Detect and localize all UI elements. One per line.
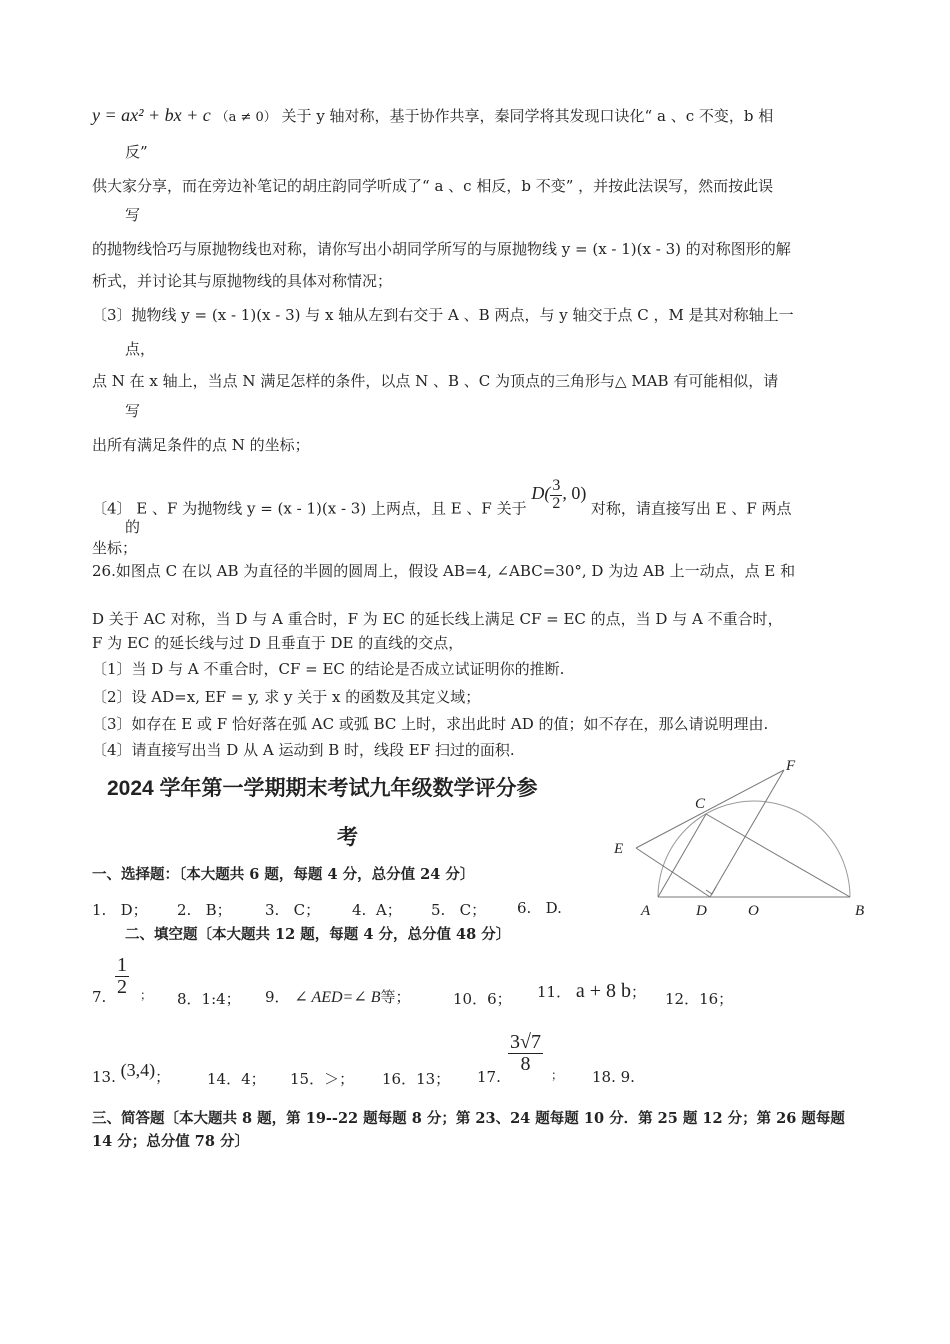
mc-num: 1. [92, 901, 107, 919]
label-c: C [695, 796, 706, 812]
fill-ans-vector: a + 8 b [575, 980, 632, 1002]
geometry-figure [600, 750, 880, 925]
point-d-label: D( [531, 483, 551, 504]
section2-heading: 二、填空题〔本大题共 12 题，每题 4 分，总分值 48 分〕 [125, 926, 511, 943]
mc-ans: B； [205, 901, 232, 919]
fraction-numerator: 1 [117, 954, 127, 976]
fill-answer-17-fraction [508, 1032, 543, 1075]
mc-num: 2. [177, 901, 192, 919]
q25-p2-line1 [92, 105, 773, 126]
fraction-denominator: 2 [552, 494, 561, 512]
mc-answer [431, 899, 486, 920]
mc-answer [265, 899, 320, 920]
fill-num: 11． [537, 983, 572, 1001]
label-a: A [641, 903, 651, 919]
fill-answer-17-tail: ； [551, 1068, 564, 1082]
mc-answer [177, 899, 232, 920]
q26-sub3: 〔3〕如存在 E 或 F 恰好落在弧 AC 或弧 BC 上时，求出此时 AD 的值；如不存在，那么请说明理由. [92, 715, 769, 733]
fill-num: 7. [92, 988, 107, 1006]
mc-ans: D. [545, 899, 562, 917]
q25-p4-line2: 坐标； [92, 539, 138, 557]
answer-key-title-wrap: 考 [337, 826, 358, 849]
segment-cb [706, 814, 850, 897]
label-d: D [696, 903, 707, 919]
fill-answer-7-fraction [115, 955, 129, 998]
section3-heading-wrap: 14 分；总分值 78 分〕 [92, 1133, 250, 1150]
fraction-denominator: 2 [117, 976, 127, 998]
mc-num: 4. [352, 901, 367, 919]
right-angle-mark [706, 887, 716, 894]
mc-num: 6. [517, 899, 532, 917]
fill-ans-point: (3,4) [120, 1060, 156, 1080]
label-f: F [786, 758, 796, 774]
fill-answer-16: 16．13； [382, 1070, 451, 1088]
fill-answer-11 [537, 980, 646, 1003]
fill-num: 13. [92, 1068, 116, 1086]
q26-line2: D 关于 AC 对称，当 D 与 A 重合时，F 为 EC 的延长线上满足 CF = EC 的点，当 D 与 A 不重合时， [92, 610, 783, 628]
mc-answer [352, 899, 402, 920]
fill-tail: 等； [380, 988, 411, 1006]
fill-answer-14: 14．4； [207, 1070, 266, 1088]
q26-sub1: 〔1〕当 D 与 A 不重合时，CF = EC 的结论是否成立试证明你的推断. [92, 660, 565, 678]
q25-p2-line3: 的抛物线恰巧与原抛物线也对称，请你写出小胡同学所写的与原抛物线 y = (x - 1)(x - 3) 的对称图形的解 [92, 240, 791, 258]
fraction-numerator: 3 [552, 477, 561, 494]
fill-tail: ； [631, 983, 647, 1001]
semicircle-arc [658, 801, 850, 897]
mc-num: 3. [265, 901, 280, 919]
point-d [531, 477, 591, 512]
nonzero-condition: （a ≠ 0） [215, 110, 277, 125]
parabola-general-formula: y = ax² + bx + c [92, 105, 211, 125]
mc-answer [92, 899, 148, 920]
fraction-denominator: 8 [520, 1053, 531, 1075]
q25-p2-line2: 供大家分享，而在旁边补笔记的胡庄韵同学听成了“ a 、c 相反，b 不变” ，并按此法误写，然而按此误 [92, 177, 774, 195]
q26-sub4: 〔4〕请直接写出当 D 从 A 运动到 B 时，线段 EF 扫过的面积. [92, 741, 515, 759]
label-o: O [748, 903, 759, 919]
mc-ans: C； [459, 901, 487, 919]
q25-p2-line1-wrap: 反” [125, 143, 148, 161]
q25-p3-line3: 出所有满足条件的点 N 的坐标； [92, 436, 310, 454]
label-e: E [614, 841, 624, 857]
point-d-end: , 0) [562, 483, 587, 504]
fill-tail: ； [155, 1068, 171, 1086]
q25-p3-line2-wrap: 写 [125, 402, 141, 420]
segment-ed [636, 848, 710, 897]
q25-p4-text-a: 〔4〕 E 、F 为抛物线 y = (x - 1)(x - 3) 上两点，且 E 、F 关于 [92, 499, 527, 518]
mc-num: 5. [431, 901, 446, 919]
q25-p2-line2-wrap: 写 [125, 206, 141, 224]
answer-key-title: 2024 学年第一学期期末考试九年级数学评分参 [107, 777, 538, 800]
point-d-fraction [550, 478, 562, 513]
fraction-numerator: 3√7 [510, 1031, 541, 1053]
mc-ans: C； [293, 901, 321, 919]
fill-answer-9 [265, 986, 411, 1007]
section1-heading: 一、选择题：〔本大题共 6 题，每题 4 分，总分值 24 分〕 [92, 866, 475, 883]
fill-ans-math: ∠ AED=∠ B [294, 989, 381, 1006]
q25-p2-line1-text: 关于 y 轴对称，基于协作共享，秦同学将其发现口诀化“ a 、c 不变，b 相 [281, 107, 774, 125]
fill-answer-18: 18. 9. [592, 1068, 635, 1086]
fill-answer-7-tail: ； [140, 988, 153, 1002]
fill-num: 9． [265, 988, 290, 1006]
section3-heading: 三、简答题〔本大题共 8 题，第 19--22 题每题 8 分；第 23、24 题每题 10 分．第 25 题 12 分；第 26 题每题 [92, 1110, 845, 1127]
q25-p3-line2: 点 N 在 x 轴上，当点 N 满足怎样的条件，以点 N 、B 、C 为顶点的三角形与△ MAB 有可能相似，请 [92, 372, 779, 390]
q25-p4-line1 [92, 477, 792, 527]
fill-answer-15: 15．＞； [290, 1070, 355, 1088]
label-b: B [855, 903, 865, 919]
q25-p4-text-b: 对称，请直接写出 E 、F 两点 [590, 499, 792, 518]
q25-p2-line4: 析式，并讨论其与原抛物线的具体对称情况； [92, 272, 393, 290]
mc-ans: D； [120, 901, 148, 919]
fill-answer-10: 10．6； [453, 990, 512, 1008]
fill-answer-17: 17. [477, 1068, 501, 1086]
fill-answer-12: 12．16； [665, 990, 734, 1008]
fill-answer-13 [92, 1060, 171, 1087]
q26-line1: 26.如图点 C 在以 AB 为直径的半圆的圆周上，假设 AB=4, ∠ABC=30°, D 为边 AB 上一动点，点 E 和 [92, 562, 796, 580]
q25-p3-line1: 〔3〕抛物线 y = (x - 1)(x - 3) 与 x 轴从左到右交于 A 、B 两点，与 y 轴交于点 C ，M 是其对称轴上一 [92, 306, 794, 324]
q26-sub2: 〔2〕设 AD=x, EF = y, 求 y 关于 x 的函数及其定义域； [92, 688, 481, 706]
mc-ans: A； [375, 901, 402, 919]
fill-answer-8: 8．1:4； [177, 990, 241, 1008]
q26-line3: F 为 EC 的延长线与过 D 且垂直于 DE 的直线的交点， [92, 634, 464, 652]
fill-answer-7 [92, 988, 106, 1006]
q25-p3-line1-wrap: 点， [125, 340, 156, 358]
q25-p4-line1-wrap: 的 [125, 518, 141, 536]
mc-answer [517, 899, 562, 917]
segment-ac [658, 814, 706, 897]
